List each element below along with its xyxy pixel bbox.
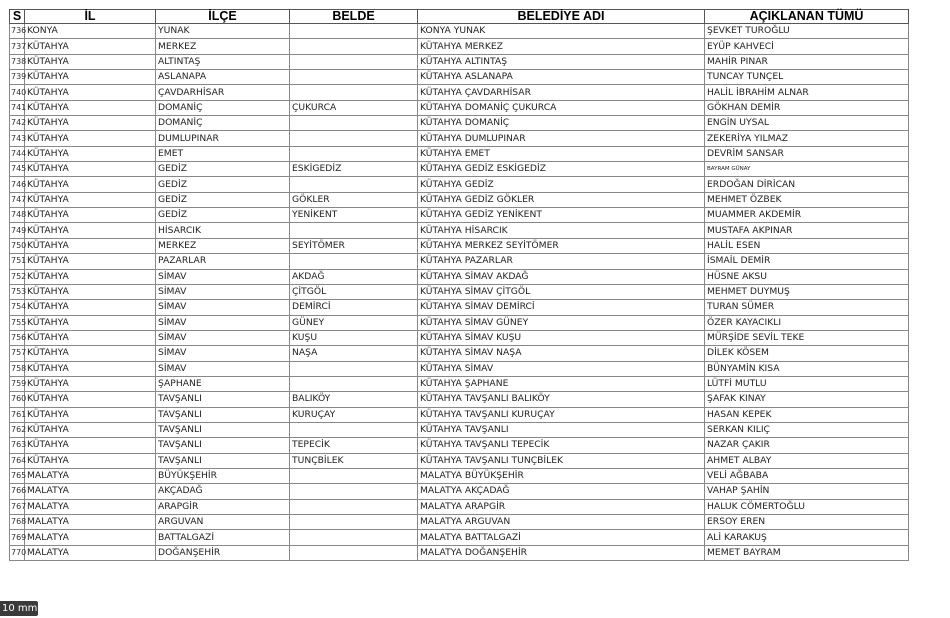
il-cell: KÜTAHYA bbox=[25, 116, 156, 131]
ilce-cell: DOĞANŞEHİR bbox=[156, 545, 290, 560]
table-row bbox=[10, 300, 909, 315]
aciklanan-cell: LÜTFİ MUTLU bbox=[705, 376, 909, 391]
table-row bbox=[10, 254, 909, 269]
aciklanan-cell: BÜNYAMİN KISA bbox=[705, 361, 909, 376]
ilce-cell: DOMANİÇ bbox=[156, 116, 290, 131]
belediye-adi-cell: MALATYA ARAPGİR bbox=[418, 499, 705, 514]
aciklanan-cell: ŞEVKET TUROĞLU bbox=[705, 24, 909, 39]
row-number: 768 bbox=[10, 515, 25, 530]
il-cell: KÜTAHYA bbox=[25, 300, 156, 315]
table-row bbox=[10, 346, 909, 361]
ilce-cell: SİMAV bbox=[156, 300, 290, 315]
belediye-adi-cell: KÜTAHYA SİMAV AKDAĞ bbox=[418, 269, 705, 284]
belde-cell bbox=[290, 54, 418, 69]
belediye-adi-cell: MALATYA BATTALGAZİ bbox=[418, 530, 705, 545]
aciklanan-cell: TUNCAY TUNÇEL bbox=[705, 70, 909, 85]
aciklanan-cell: ŞAFAK KINAY bbox=[705, 392, 909, 407]
ilce-cell: ŞAPHANE bbox=[156, 376, 290, 391]
aciklanan-cell: MUAMMER AKDEMİR bbox=[705, 208, 909, 223]
aciklanan-cell: ALİ KARAKUŞ bbox=[705, 530, 909, 545]
belde-cell bbox=[290, 376, 418, 391]
il-cell: KÜTAHYA bbox=[25, 238, 156, 253]
ilce-cell: SİMAV bbox=[156, 284, 290, 299]
il-cell: KÜTAHYA bbox=[25, 315, 156, 330]
belediye-adi-cell: KÜTAHYA SİMAV DEMİRCİ bbox=[418, 300, 705, 315]
belediye-adi-cell: KÜTAHYA TAVŞANLI TUNÇBİLEK bbox=[418, 453, 705, 468]
belde-cell: BALIKÖY bbox=[290, 392, 418, 407]
il-cell: MALATYA bbox=[25, 468, 156, 483]
table-row bbox=[10, 484, 909, 499]
col-belediye-adi-header: BELEDİYE ADI bbox=[418, 10, 705, 24]
ilce-cell: MERKEZ bbox=[156, 238, 290, 253]
belde-cell bbox=[290, 484, 418, 499]
col-il-header: İL bbox=[25, 10, 156, 24]
il-cell: KÜTAHYA bbox=[25, 85, 156, 100]
row-number: 753 bbox=[10, 284, 25, 299]
table-row bbox=[10, 376, 909, 391]
table-row bbox=[10, 453, 909, 468]
aciklanan-cell: BAYRAM GÜNAY bbox=[705, 162, 909, 177]
belediye-adi-cell: KÜTAHYA EMET bbox=[418, 146, 705, 161]
ilce-cell: TAVŞANLI bbox=[156, 453, 290, 468]
row-number: 759 bbox=[10, 376, 25, 391]
table-row bbox=[10, 407, 909, 422]
table-row bbox=[10, 284, 909, 299]
belde-cell: KURUÇAY bbox=[290, 407, 418, 422]
row-number: 760 bbox=[10, 392, 25, 407]
ilce-cell: DOMANİÇ bbox=[156, 100, 290, 115]
table-row bbox=[10, 85, 909, 100]
row-number: 757 bbox=[10, 346, 25, 361]
table-row bbox=[10, 192, 909, 207]
belediye-adi-cell: KÜTAHYA PAZARLAR bbox=[418, 254, 705, 269]
row-number: 737 bbox=[10, 39, 25, 54]
table-row bbox=[10, 24, 909, 39]
belde-cell bbox=[290, 177, 418, 192]
belde-cell bbox=[290, 545, 418, 560]
belediye-adi-cell: KÜTAHYA TAVŞANLI KURUÇAY bbox=[418, 407, 705, 422]
aciklanan-cell: ERSOY EREN bbox=[705, 515, 909, 530]
il-cell: KÜTAHYA bbox=[25, 131, 156, 146]
il-cell: MALATYA bbox=[25, 484, 156, 499]
table-row bbox=[10, 208, 909, 223]
ilce-cell: YUNAK bbox=[156, 24, 290, 39]
ilce-cell: ASLANAPA bbox=[156, 70, 290, 85]
aciklanan-cell: TURAN SÜMER bbox=[705, 300, 909, 315]
row-number: 749 bbox=[10, 223, 25, 238]
aciklanan-cell: NAZAR ÇAKIR bbox=[705, 438, 909, 453]
il-cell: KÜTAHYA bbox=[25, 223, 156, 238]
col-s-header: S bbox=[10, 10, 25, 24]
row-number: 751 bbox=[10, 254, 25, 269]
belde-cell bbox=[290, 361, 418, 376]
il-cell: KÜTAHYA bbox=[25, 453, 156, 468]
aciklanan-cell: VAHAP ŞAHİN bbox=[705, 484, 909, 499]
aciklanan-cell: MAHİR PINAR bbox=[705, 54, 909, 69]
aciklanan-cell: SERKAN KILIÇ bbox=[705, 422, 909, 437]
scale-badge: 10 mm bbox=[2, 603, 38, 614]
il-cell: KÜTAHYA bbox=[25, 392, 156, 407]
belde-cell: TEPECİK bbox=[290, 438, 418, 453]
table-row bbox=[10, 315, 909, 330]
aciklanan-cell: HALİL İBRAHİM ALNAR bbox=[705, 85, 909, 100]
row-number: 750 bbox=[10, 238, 25, 253]
table-row bbox=[10, 177, 909, 192]
aciklanan-cell: GÖKHAN DEMİR bbox=[705, 100, 909, 115]
row-number: 752 bbox=[10, 269, 25, 284]
table-row bbox=[10, 238, 909, 253]
row-number: 738 bbox=[10, 54, 25, 69]
belde-cell bbox=[290, 499, 418, 514]
ilce-cell: DUMLUPINAR bbox=[156, 131, 290, 146]
table-row bbox=[10, 100, 909, 115]
table-row bbox=[10, 422, 909, 437]
il-cell: KÜTAHYA bbox=[25, 177, 156, 192]
aciklanan-cell: MÜRŞİDE SEVİL TEKE bbox=[705, 330, 909, 345]
belde-cell bbox=[290, 131, 418, 146]
results-table bbox=[9, 9, 909, 561]
table-row bbox=[10, 330, 909, 345]
table-row bbox=[10, 468, 909, 483]
ilce-cell: GEDİZ bbox=[156, 192, 290, 207]
il-cell: KÜTAHYA bbox=[25, 422, 156, 437]
il-cell: MALATYA bbox=[25, 530, 156, 545]
belde-cell: SEYİTÖMER bbox=[290, 238, 418, 253]
row-number: 746 bbox=[10, 177, 25, 192]
belediye-adi-cell: KÜTAHYA ALTINTAŞ bbox=[418, 54, 705, 69]
belediye-adi-cell: KÜTAHYA MERKEZ SEYİTÖMER bbox=[418, 238, 705, 253]
belde-cell bbox=[290, 70, 418, 85]
aciklanan-cell: MEHMET ÖZBEK bbox=[705, 192, 909, 207]
table-row bbox=[10, 515, 909, 530]
ilce-cell: TAVŞANLI bbox=[156, 407, 290, 422]
belediye-adi-cell: KONYA YUNAK bbox=[418, 24, 705, 39]
aciklanan-cell: MEHMET DUYMUŞ bbox=[705, 284, 909, 299]
il-cell: KÜTAHYA bbox=[25, 361, 156, 376]
col-belde-header: BELDE bbox=[290, 10, 418, 24]
table-row bbox=[10, 116, 909, 131]
table-row bbox=[10, 438, 909, 453]
belde-cell bbox=[290, 515, 418, 530]
table-row bbox=[10, 530, 909, 545]
belde-cell bbox=[290, 39, 418, 54]
aciklanan-cell: ENGİN UYSAL bbox=[705, 116, 909, 131]
ilce-cell: ÇAVDARHİSAR bbox=[156, 85, 290, 100]
row-number: 741 bbox=[10, 100, 25, 115]
belde-cell bbox=[290, 422, 418, 437]
ilce-cell: SİMAV bbox=[156, 361, 290, 376]
aciklanan-cell: HÜSNE AKSU bbox=[705, 269, 909, 284]
ilce-cell: SİMAV bbox=[156, 346, 290, 361]
belde-cell bbox=[290, 24, 418, 39]
il-cell: KÜTAHYA bbox=[25, 346, 156, 361]
belde-cell: KUŞU bbox=[290, 330, 418, 345]
il-cell: MALATYA bbox=[25, 515, 156, 530]
belediye-adi-cell: KÜTAHYA SİMAV ÇİTGÖL bbox=[418, 284, 705, 299]
row-number: 766 bbox=[10, 484, 25, 499]
aciklanan-cell: DEVRİM SANSAR bbox=[705, 146, 909, 161]
ilce-cell: TAVŞANLI bbox=[156, 422, 290, 437]
belde-cell: ESKİGEDİZ bbox=[290, 162, 418, 177]
belediye-adi-cell: KÜTAHYA ÇAVDARHİSAR bbox=[418, 85, 705, 100]
col-ilce-header: İLÇE bbox=[156, 10, 290, 24]
table-row bbox=[10, 223, 909, 238]
ilce-cell: GEDİZ bbox=[156, 162, 290, 177]
row-number: 761 bbox=[10, 407, 25, 422]
row-number: 756 bbox=[10, 330, 25, 345]
belde-cell bbox=[290, 254, 418, 269]
row-number: 762 bbox=[10, 422, 25, 437]
row-number: 742 bbox=[10, 116, 25, 131]
row-number: 754 bbox=[10, 300, 25, 315]
row-number: 744 bbox=[10, 146, 25, 161]
row-number: 770 bbox=[10, 545, 25, 560]
aciklanan-cell: VELİ AĞBABA bbox=[705, 468, 909, 483]
ilce-cell: BÜYÜKŞEHİR bbox=[156, 468, 290, 483]
ilce-cell: MERKEZ bbox=[156, 39, 290, 54]
ilce-cell: SİMAV bbox=[156, 269, 290, 284]
ilce-cell: AKÇADAĞ bbox=[156, 484, 290, 499]
aciklanan-cell: HALİL ESEN bbox=[705, 238, 909, 253]
il-cell: KÜTAHYA bbox=[25, 438, 156, 453]
belediye-adi-cell: KÜTAHYA SİMAV NAŞA bbox=[418, 346, 705, 361]
il-cell: KÜTAHYA bbox=[25, 254, 156, 269]
il-cell: KÜTAHYA bbox=[25, 407, 156, 422]
belde-cell: ÇUKURCA bbox=[290, 100, 418, 115]
col-aciklanan-header: AÇIKLANAN TÜMÜ bbox=[705, 10, 909, 24]
belde-cell bbox=[290, 530, 418, 545]
header-row bbox=[10, 10, 909, 24]
belde-cell: GÜNEY bbox=[290, 315, 418, 330]
row-number: 747 bbox=[10, 192, 25, 207]
belediye-adi-cell: KÜTAHYA MERKEZ bbox=[418, 39, 705, 54]
ilce-cell: ARGUVAN bbox=[156, 515, 290, 530]
belde-cell: GÖKLER bbox=[290, 192, 418, 207]
il-cell: KÜTAHYA bbox=[25, 330, 156, 345]
table-row bbox=[10, 70, 909, 85]
il-cell: KÜTAHYA bbox=[25, 376, 156, 391]
il-cell: KÜTAHYA bbox=[25, 269, 156, 284]
row-number: 740 bbox=[10, 85, 25, 100]
belediye-adi-cell: MALATYA DOĞANŞEHİR bbox=[418, 545, 705, 560]
il-cell: KÜTAHYA bbox=[25, 162, 156, 177]
belediye-adi-cell: KÜTAHYA DOMANİÇ ÇUKURCA bbox=[418, 100, 705, 115]
row-number: 755 bbox=[10, 315, 25, 330]
aciklanan-cell: AHMET ALBAY bbox=[705, 453, 909, 468]
ilce-cell: PAZARLAR bbox=[156, 254, 290, 269]
belediye-adi-cell: KÜTAHYA TAVŞANLI BALIKÖY bbox=[418, 392, 705, 407]
il-cell: KÜTAHYA bbox=[25, 70, 156, 85]
ilce-cell: SİMAV bbox=[156, 330, 290, 345]
belde-cell bbox=[290, 146, 418, 161]
table-row bbox=[10, 146, 909, 161]
belediye-adi-cell: KÜTAHYA GEDİZ GÖKLER bbox=[418, 192, 705, 207]
table-row bbox=[10, 392, 909, 407]
belediye-adi-cell: KÜTAHYA DOMANİÇ bbox=[418, 116, 705, 131]
row-number: 763 bbox=[10, 438, 25, 453]
belde-cell: AKDAĞ bbox=[290, 269, 418, 284]
belediye-adi-cell: KÜTAHYA SİMAV bbox=[418, 361, 705, 376]
il-cell: KÜTAHYA bbox=[25, 208, 156, 223]
belde-cell bbox=[290, 116, 418, 131]
table-row bbox=[10, 162, 909, 177]
aciklanan-cell: MEMET BAYRAM bbox=[705, 545, 909, 560]
il-cell: MALATYA bbox=[25, 545, 156, 560]
il-cell: KÜTAHYA bbox=[25, 100, 156, 115]
aciklanan-cell: İSMAİL DEMİR bbox=[705, 254, 909, 269]
row-number: 736 bbox=[10, 24, 25, 39]
belde-cell: ÇİTGÖL bbox=[290, 284, 418, 299]
belde-cell: YENİKENT bbox=[290, 208, 418, 223]
il-cell: KÜTAHYA bbox=[25, 146, 156, 161]
table-row bbox=[10, 545, 909, 560]
aciklanan-cell: HASAN KEPEK bbox=[705, 407, 909, 422]
ilce-cell: GEDİZ bbox=[156, 177, 290, 192]
belediye-adi-cell: KÜTAHYA TAVŞANLI TEPECİK bbox=[418, 438, 705, 453]
table-row bbox=[10, 269, 909, 284]
belde-cell bbox=[290, 85, 418, 100]
ilce-cell: GEDİZ bbox=[156, 208, 290, 223]
ilce-cell: ALTINTAŞ bbox=[156, 54, 290, 69]
row-number: 745 bbox=[10, 162, 25, 177]
il-cell: KÜTAHYA bbox=[25, 54, 156, 69]
belediye-adi-cell: MALATYA ARGUVAN bbox=[418, 515, 705, 530]
belediye-adi-cell: KÜTAHYA GEDİZ YENİKENT bbox=[418, 208, 705, 223]
table-row bbox=[10, 499, 909, 514]
belediye-adi-cell: MALATYA AKÇADAĞ bbox=[418, 484, 705, 499]
row-number: 769 bbox=[10, 530, 25, 545]
belediye-adi-cell: KÜTAHYA ASLANAPA bbox=[418, 70, 705, 85]
aciklanan-cell: DİLEK KÖSEM bbox=[705, 346, 909, 361]
aciklanan-cell: HALUK CÖMERTOĞLU bbox=[705, 499, 909, 514]
table-row bbox=[10, 361, 909, 376]
row-number: 765 bbox=[10, 468, 25, 483]
belediye-adi-cell: KÜTAHYA DUMLUPINAR bbox=[418, 131, 705, 146]
belediye-adi-cell: KÜTAHYA ŞAPHANE bbox=[418, 376, 705, 391]
row-number: 743 bbox=[10, 131, 25, 146]
belediye-adi-cell: KÜTAHYA SİMAV GÜNEY bbox=[418, 315, 705, 330]
row-number: 758 bbox=[10, 361, 25, 376]
aciklanan-cell: ZEKERİYA YILMAZ bbox=[705, 131, 909, 146]
ilce-cell: ARAPGİR bbox=[156, 499, 290, 514]
table-row bbox=[10, 131, 909, 146]
il-cell: KÜTAHYA bbox=[25, 192, 156, 207]
aciklanan-cell: ÖZER KAYACIKLI bbox=[705, 315, 909, 330]
il-cell: KÜTAHYA bbox=[25, 39, 156, 54]
table-body bbox=[10, 24, 909, 561]
ilce-cell: BATTALGAZİ bbox=[156, 530, 290, 545]
aciklanan-cell: MUSTAFA AKPINAR bbox=[705, 223, 909, 238]
belediye-adi-cell: KÜTAHYA HİSARCIK bbox=[418, 223, 705, 238]
belde-cell bbox=[290, 223, 418, 238]
row-number: 764 bbox=[10, 453, 25, 468]
belde-cell: DEMİRCİ bbox=[290, 300, 418, 315]
ilce-cell: TAVŞANLI bbox=[156, 438, 290, 453]
il-cell: KÜTAHYA bbox=[25, 284, 156, 299]
ilce-cell: SİMAV bbox=[156, 315, 290, 330]
belediye-adi-cell: KÜTAHYA TAVŞANLI bbox=[418, 422, 705, 437]
il-cell: MALATYA bbox=[25, 499, 156, 514]
belediye-adi-cell: MALATYA BÜYÜKŞEHİR bbox=[418, 468, 705, 483]
aciklanan-cell: EYÜP KAHVECİ bbox=[705, 39, 909, 54]
row-number: 748 bbox=[10, 208, 25, 223]
row-number: 739 bbox=[10, 70, 25, 85]
belediye-adi-cell: KÜTAHYA GEDİZ bbox=[418, 177, 705, 192]
belde-cell bbox=[290, 468, 418, 483]
table-row bbox=[10, 54, 909, 69]
belediye-adi-cell: KÜTAHYA SİMAV KUŞU bbox=[418, 330, 705, 345]
ilce-cell: TAVŞANLI bbox=[156, 392, 290, 407]
ilce-cell: HİSARCIK bbox=[156, 223, 290, 238]
belediye-adi-cell: KÜTAHYA GEDİZ ESKİGEDİZ bbox=[418, 162, 705, 177]
belde-cell: TUNÇBİLEK bbox=[290, 453, 418, 468]
il-cell: KONYA bbox=[25, 24, 156, 39]
belde-cell: NAŞA bbox=[290, 346, 418, 361]
row-number: 767 bbox=[10, 499, 25, 514]
ilce-cell: EMET bbox=[156, 146, 290, 161]
table-row bbox=[10, 39, 909, 54]
aciklanan-cell: ERDOĞAN DİRİCAN bbox=[705, 177, 909, 192]
